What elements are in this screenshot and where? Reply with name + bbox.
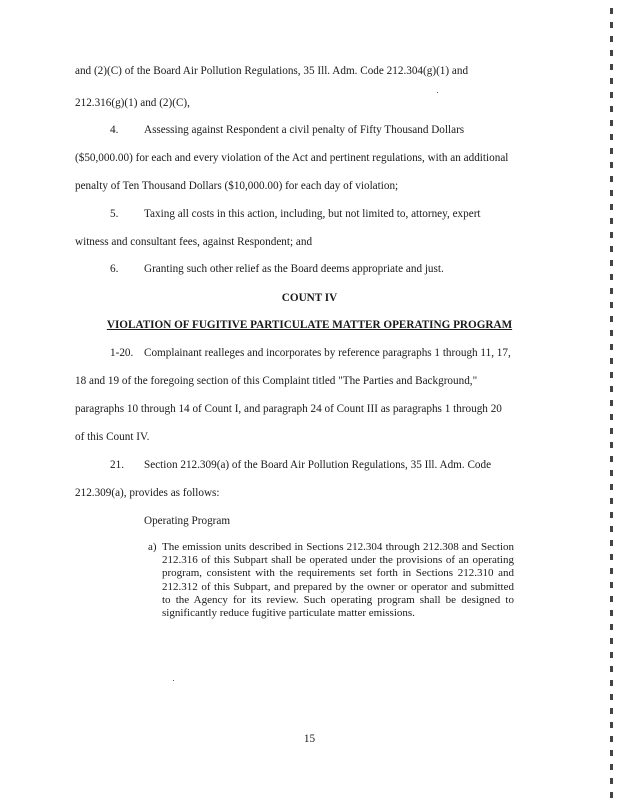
text-line: and (2)(C) of the Board Air Pollution Regulations, 35 Ill. Adm. Code 212.304(g)(1) and <box>75 65 469 77</box>
text-line: ($50,000.00) for each and every violation of the Act and pertinent regulations, with an additional <box>75 152 509 164</box>
text-line: Granting such other relief as the Board deems appropriate and just. <box>144 263 444 275</box>
quote-marker: a) <box>148 541 157 553</box>
text-line: penalty of Ten Thousand Dollars ($10,000.00) for each day of violation; <box>75 180 399 192</box>
text-line: Assessing against Respondent a civil penalty of Fifty Thousand Dollars <box>144 124 465 136</box>
paragraph-number: 21. <box>110 459 124 471</box>
text-line: Taxing all costs in this action, including, but not limited to, attorney, expert <box>144 208 481 220</box>
text-line: of this Count IV. <box>75 431 150 443</box>
page-number: 15 <box>303 733 316 745</box>
scan-edge-mark <box>610 0 613 800</box>
block-quote <box>148 541 514 620</box>
paragraph-number: 1-20. <box>110 347 134 359</box>
count-heading: COUNT IV <box>281 292 338 304</box>
text-line: 212.309(a), provides as follows: <box>75 487 220 499</box>
quote-text: The emission units described in Sections 212.304 through 212.308 and Section 212.316 of this Subpart shall be operated under the provisions of an operating program, consistent with the requirements set forth in Sections 212.310 and 212.312 of this Subpart, and prepared by the owner or operator and submitted to the Agency for its review. Such operating program shall be designed to significantly reduce fugitive particulate matter emissions. <box>162 541 514 620</box>
text-line: witness and consultant fees, against Respondent; and <box>75 236 313 248</box>
scan-speck <box>437 92 438 93</box>
scan-speck <box>173 680 174 681</box>
paragraph-number: 5. <box>110 208 119 220</box>
text-line: paragraphs 10 through 14 of Count I, and paragraph 24 of Count III as paragraphs 1 through 20 <box>75 403 502 415</box>
subheading: Operating Program <box>144 515 231 527</box>
count-title: VIOLATION OF FUGITIVE PARTICULATE MATTER OPERATING PROGRAM <box>106 319 513 331</box>
paragraph-number: 6. <box>110 263 119 275</box>
text-line: Section 212.309(a) of the Board Air Pollution Regulations, 35 Ill. Adm. Code <box>144 459 492 471</box>
paragraph-number: 4. <box>110 124 119 136</box>
text-line: 212.316(g)(1) and (2)(C), <box>75 97 190 109</box>
text-line: Complainant realleges and incorporates by reference paragraphs 1 through 11, 17, <box>144 347 511 359</box>
text-line: 18 and 19 of the foregoing section of this Complaint titled "The Parties and Background," <box>75 375 478 387</box>
